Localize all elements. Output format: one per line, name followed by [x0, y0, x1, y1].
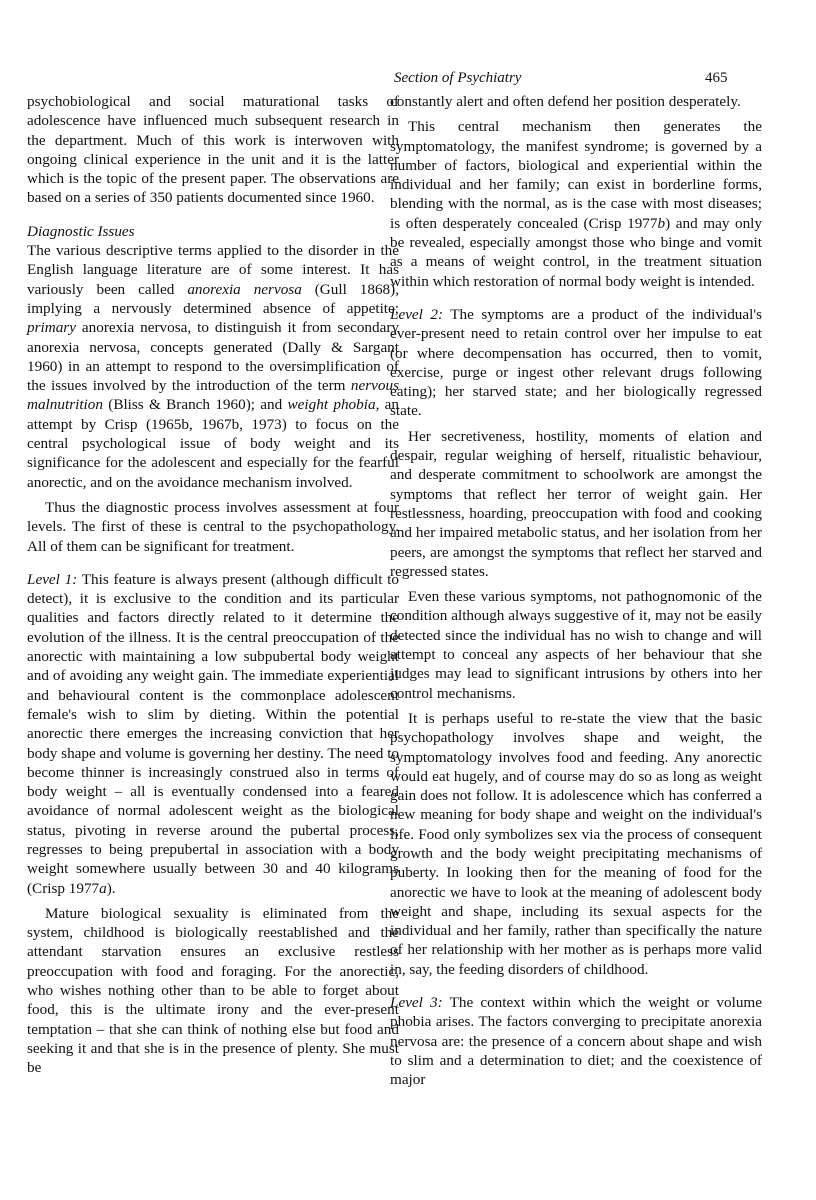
level-1-paragraph — [27, 570, 399, 898]
text-run: This central mechanism then generates the symptomatology, the manifest syndrome; is governed by a number of factors, biological and experiential within the individual and her family; can exist in borderline forms, blending with the normal, as is the case with most diseases; is often desperately concealed (Crisp 1977 — [390, 118, 762, 232]
even-symptoms-paragraph: Even these various symptoms, not pathognomonic of the condition although always suggestive of it, may not be easily detected since the individual has no wish to change and will attempt to conceal any aspects of her behaviour that she judges may lead to significant intrusions by others into her control mechanisms. — [390, 588, 762, 702]
level-1-ref-letter: a — [99, 879, 107, 897]
page-number: 465 — [705, 70, 728, 86]
section-heading-diagnostic-issues: Diagnostic Issues — [27, 222, 135, 240]
level-2-paragraph — [390, 305, 762, 421]
level-2-label: Level 2: — [390, 305, 444, 323]
term-primary: primary — [27, 319, 76, 337]
level-1-text: This feature is always present (although difficult to detect), it is exclusive to the condition and its particular qualities and factors directly related to it determine the evolution of the illness. It is the central preoccupation of the anorectic with maintaining a low subpubertal body weight and of avoiding any weight gain. The immediate experiential and behavioural content is the commonplace adolescent female's wish to slim by dieting. Within the potential anorectic there emerges the increasing conviction that her body shape and volume is governing her destiny. The need to become thinner is increasingly construed also in terms of body weight – all is eventually condensed into a feared avoidance of normal adolescent weight as the biological status, pivoting in reverse around the pubertal process, regresses to being prepubertal in association with a body weight somewhere usually between 30 and 40 kilograms (Crisp 1977 — [27, 570, 400, 897]
level-3-paragraph — [390, 993, 762, 1089]
level-3-text: The context within which the weight or volume phobia arises. The factors converging to precipitate anorexia nervosa are: the presence of a concern about shape and wish to slim and a determination to diet; and the coexistence of major — [390, 994, 762, 1089]
level-2-text: The symptoms are a product of the individual's ever-present need to retain control over her impulse to eat (or where decompensation has occurred, then to vomit, exercise, purge or ingest other relevant drugs following eating); her starved state; and her biologically regressed state. — [390, 305, 762, 420]
right-column — [390, 92, 762, 1090]
term-anorexia-nervosa: anorexia nervosa — [187, 280, 302, 298]
term-nervous-malnutrition: nervous malnutrition — [27, 377, 399, 414]
intro-paragraph: psychobiological and social maturational tasks of adolescence have influenced much subsequent research in the department. Much of this work is interwoven with ongoing clinical experience in the unit and it is the latter which is the topic of the present paper. The observations are based on a series of 350 patients documented since 1960. — [27, 93, 399, 207]
level-1-end: ). — [106, 879, 116, 897]
continued-paragraph: constantly alert and often defend her position desperately. — [390, 93, 741, 110]
central-mechanism-paragraph — [390, 117, 762, 291]
ref-letter: b — [657, 214, 666, 232]
diagnostic-paragraph — [27, 241, 399, 492]
term-weight-phobia: weight phobia — [287, 396, 376, 414]
level-3-label: Level 3: — [390, 994, 443, 1012]
text-run: The various descriptive terms applied to the disorder in the English language literature are of some interest. It has variously been called — [27, 242, 399, 298]
left-column — [27, 92, 399, 1078]
restate-view-paragraph: It is perhaps useful to re-state the view that the basic psychopathology involves shape and weight, the symptomatology involves food and feeding. Any anorectic would eat hugely, and of course may do so as long as weight gain does not follow. It is adolescence which has conferred a new meaning for body shape and weight on the individual's life. Food only symbolizes sex via the process of consequent growth and the body weight precipitating mechanisms of puberty. In looking then for the meaning of food for the anorectic we have to look at the meaning of adolescent body weight and shape, including its sexual aspects for the individual and her family, rather than specifically the nature of her relationship with her mother as is perhaps more valid in, say, the feeding disorders of childhood. — [390, 709, 762, 978]
level-1-label: Level 1: — [27, 570, 78, 588]
text-run: , an attempt by Crisp (1965b, 1967b, 1973) to focus on the central psychological issue of body weight and its significance for the adolescent and especially for the fearful anorectic, and on the avoidance mechanism involved. — [27, 396, 400, 491]
secretiveness-paragraph: Her secretiveness, hostility, moments of elation and despair, regular weighing of herself, ritualistic behaviour, and desperate commitment to schoolwork are amongst the symptoms that reflect her terror of weight gain. Her restlessness, hoarding, preoccupation with food and cooking and her impaired metabolic status, and her isolation from her peers, are amongst the symptoms that reflect her starved and regressed states. — [390, 427, 762, 580]
text-run: (Bliss & Branch 1960); and — [102, 396, 288, 414]
text-run: (Gull 1868), implying a nervously determined absence of appetite; — [27, 280, 399, 317]
running-header-section: Section of Psychiatry — [394, 70, 522, 86]
text-run: ) and may only be revealed, especially amongst those who binge and vomit as a means of weight control, in the treatment situation within which restoration of normal body weight is intended. — [390, 214, 762, 290]
four-levels-paragraph: Thus the diagnostic process involves assessment at four levels. The first of these is central to the psychopathology. All of them can be significant for treatment. — [27, 498, 399, 555]
text-run: anorexia nervosa, to distinguish it from secondary anorexia nervosa, concepts generated (Dally & Sargant 1960) in an attempt to respond to the oversimplification of the issues involved by the introduction of the term — [27, 319, 399, 395]
mature-sexuality-paragraph: Mature biological sexuality is eliminated from the system, childhood is biologically reestablished and the attendant starvation ensures an exclusive restless preoccupation with food and foraging. For the anorectic, who wishes nothing other than to be able to forget about food, this is the ultimate irony and the ever-present temptation – that she can think of nothing else but food and seeking it and that she is in the presence of plenty. She must be — [27, 904, 399, 1077]
